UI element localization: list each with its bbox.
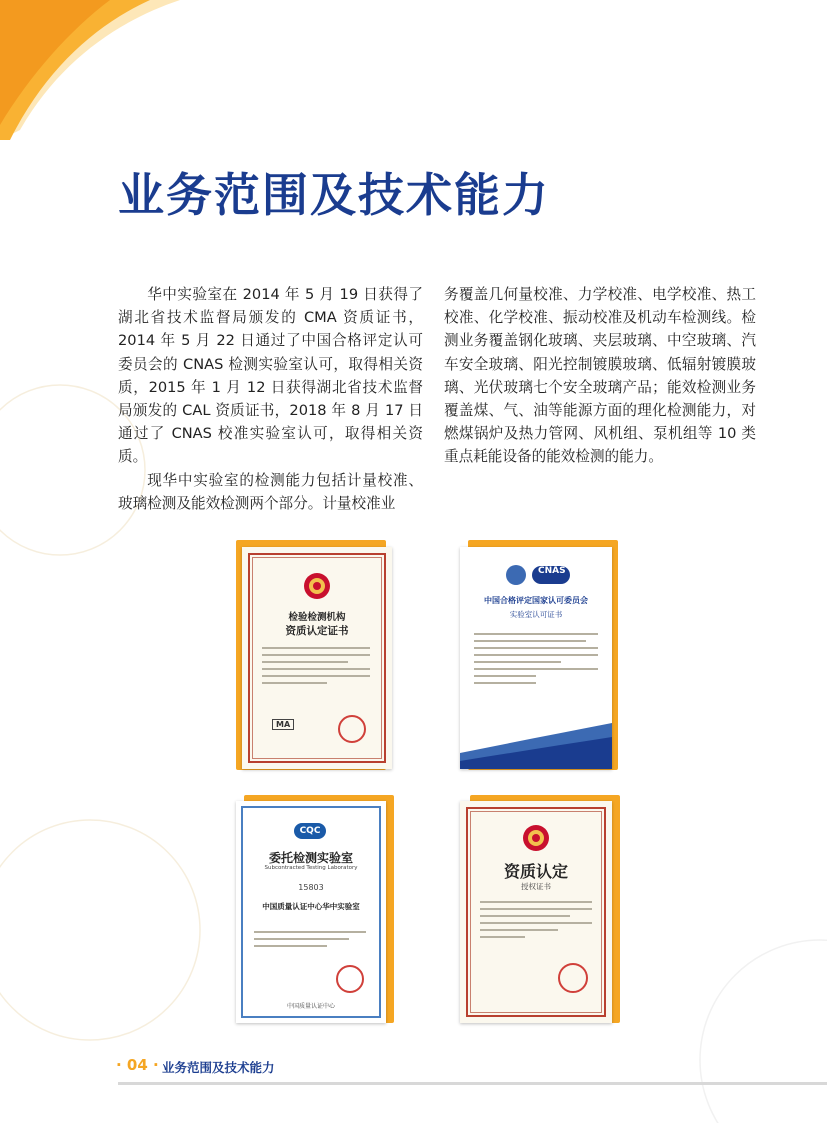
paragraph-1: 华中实验室在 2014 年 5 月 19 日获得了湖北省技术监督局颁发的 CMA 资质证书，2014 年 5 月 22 日通过了中国合格评定认可委员会的 CNAS 检测实验室认可，取得相关资质，2015 年 1 月 12 日获得湖北省技术监督局颁发的 CAL 资质证书，2018 年 8 月 17 日通过了 CNAS 校准实验室认可，取得相关资质。	[118, 286, 423, 466]
cal-seal	[558, 963, 588, 993]
cma-title-1: 检验检测机构	[288, 612, 346, 623]
cqc-title-en: Subcontracted Testing Laboratory	[264, 865, 358, 871]
page-number: · 04 ·	[116, 1056, 159, 1074]
paragraph-2: 现华中实验室的检测能力包括计量校准、玻璃检测及能效检测两个部分。计量校准业	[118, 471, 423, 512]
cnas-certificate	[460, 540, 620, 770]
cma-certificate	[236, 540, 394, 770]
cnas-blue-wave	[460, 723, 612, 769]
cqc-number: 15803	[298, 883, 324, 892]
page-title: 业务范围及技术能力	[118, 168, 550, 222]
paragraph-2-continued: 务覆盖几何量校准、力学校准、电学校准、热工校准、化学校准、振动校准及机动车检测线。检测业务覆盖钢化玻璃、夹层玻璃、中空玻璃、汽车安全玻璃、阳光控制镀膜玻璃、低辐射镀膜玻璃、光伏玻璃七个安全玻璃产品；能效检测业务覆盖煤、气、油等能源方面的理化检测能力，对燃煤锅炉及热力管网、风机组、泵机组等 10 类重点耗能设备的能效检测的能力。	[444, 286, 756, 466]
cal-subtitle: 授权证书	[521, 882, 551, 891]
cnas-subtitle: 实验室认可证书	[509, 610, 563, 619]
cnas-org: 中国合格评定国家认可委员会	[484, 596, 588, 605]
cma-mark: MA	[272, 719, 294, 730]
cnas-logo-text: CNAS	[538, 566, 566, 576]
corner-decoration	[0, 0, 200, 150]
cal-emblem-icon	[521, 823, 551, 853]
cma-title-2: 资质认定证书	[285, 625, 349, 637]
body-column-left	[118, 283, 423, 515]
cqc-issuer: 中国质量认证中心	[286, 1003, 335, 1010]
cal-certificate	[460, 795, 620, 1023]
cal-title: 资质认定	[503, 862, 568, 881]
cqc-holder: 中国质量认证中心华中实验室	[262, 902, 360, 911]
national-emblem-icon	[302, 571, 332, 601]
cqc-logo-icon: CQC	[294, 823, 326, 839]
footer-divider	[118, 1082, 827, 1085]
cqc-seal	[336, 965, 364, 993]
body-column-right	[444, 283, 756, 469]
cqc-title: 委托检测实验室	[268, 851, 353, 865]
cma-seal	[338, 715, 366, 743]
cqc-certificate	[236, 795, 396, 1023]
footer-section-title: 业务范围及技术能力	[162, 1060, 275, 1075]
